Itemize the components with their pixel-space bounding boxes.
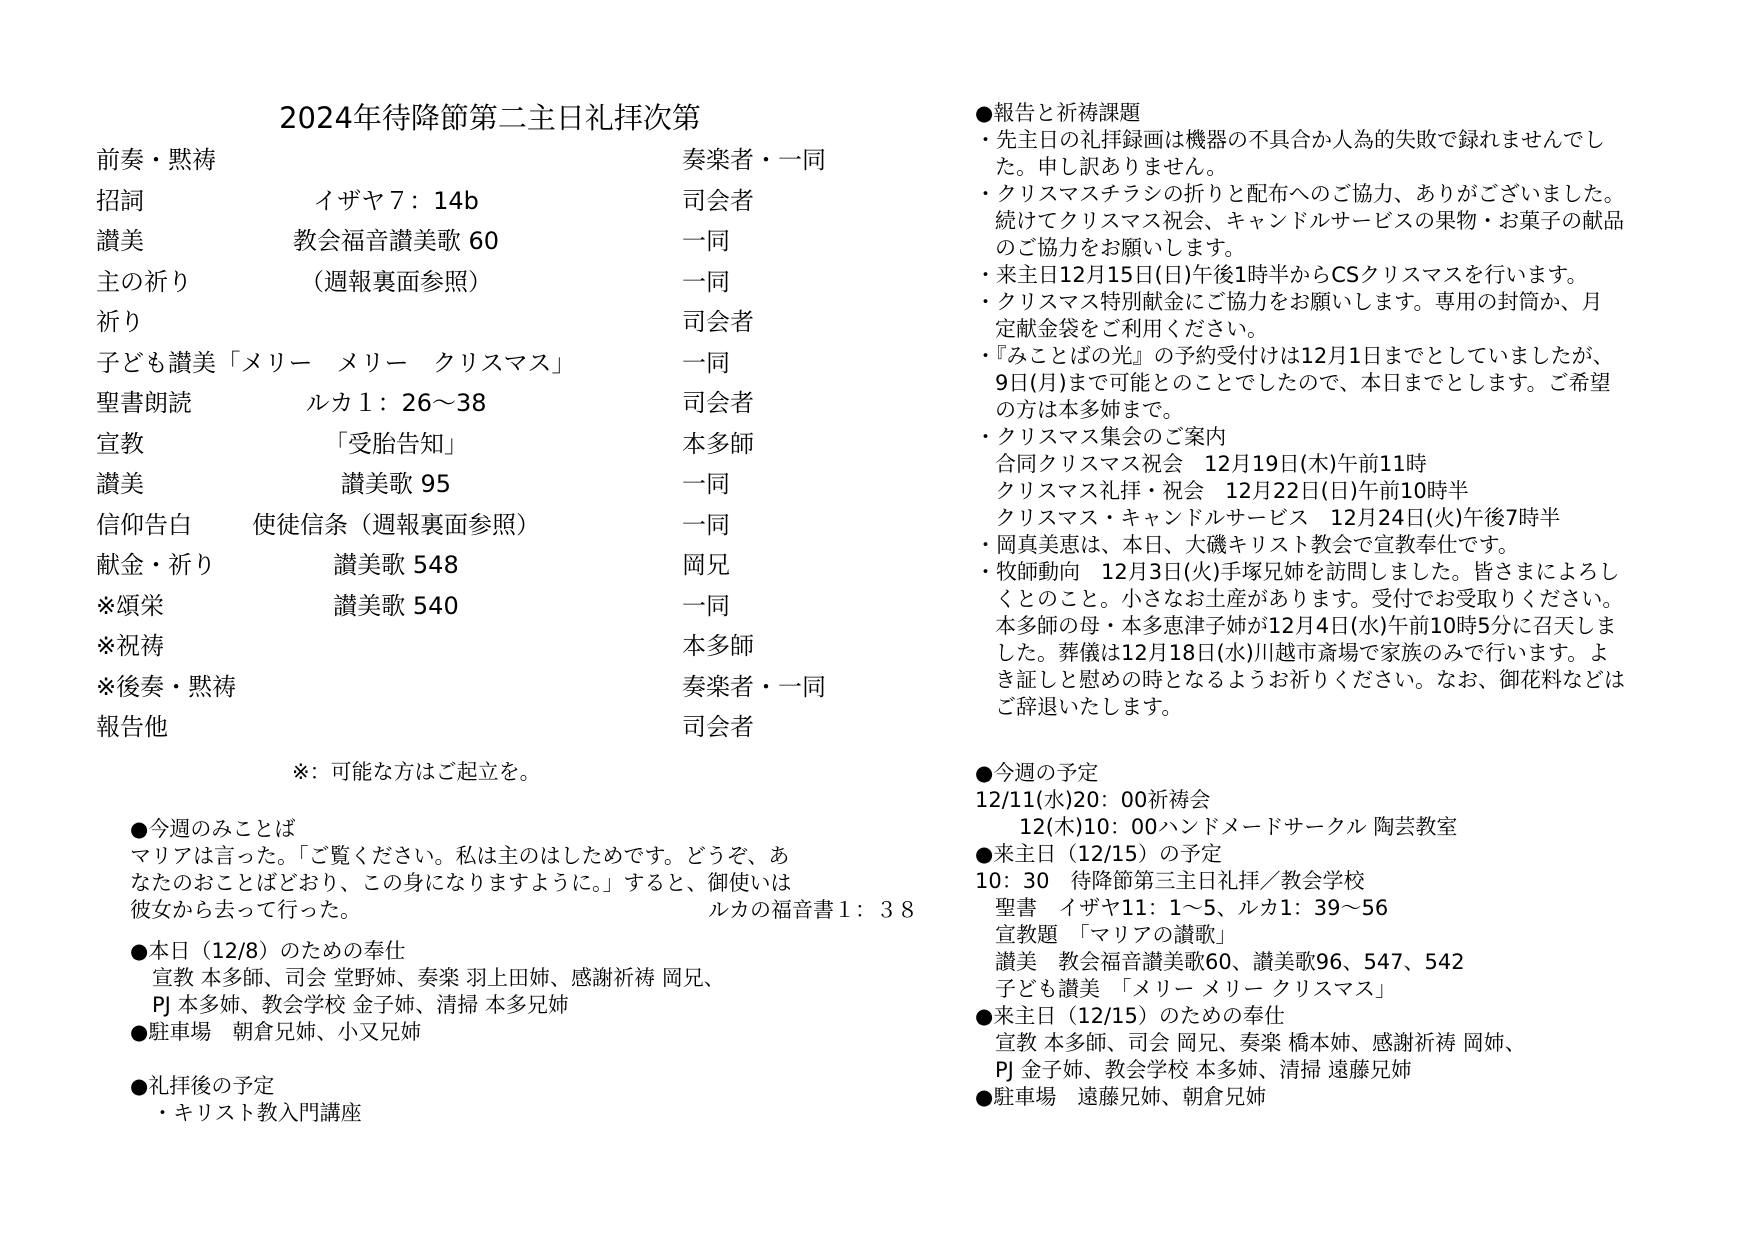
next-sunday-detail: 聖書 イザヤ11：1～5、ルカ1：39～56 — [995, 896, 1389, 920]
next-service-heading: ●来主日（12/15）のための奉仕 — [975, 1004, 1285, 1028]
duty-line: PJ 本多姉、教会学校 金子姉、清掃 本多兄姉 — [152, 993, 569, 1017]
order-leader: 司会者 — [682, 713, 754, 741]
order-row — [96, 185, 856, 226]
order-detail: 讃美歌 540 — [333, 591, 459, 620]
order-leader: 一同 — [682, 227, 730, 255]
order-row — [96, 347, 856, 388]
today-service-heading: ●本日（12/8）のための奉仕 — [130, 939, 406, 963]
order-item: 讃美 — [96, 227, 144, 255]
next-duty-line: 宣教 本多師、司会 岡兄、奏楽 橋本姉、感謝祈祷 岡姉、 — [995, 1031, 1526, 1055]
order-row — [96, 630, 856, 671]
report-item: ・岡真美恵は、本日、大磯キリスト教会で宣教奉仕です。 — [975, 533, 1519, 557]
order-leader: 奏楽者・一同 — [682, 146, 826, 174]
report-item-continued: くとのこと。小さなお土産があります。受付でお受取りください。 — [995, 587, 1624, 611]
report-item-continued: のご協力をお願いします。 — [995, 236, 1246, 260]
order-detail: 教会福音讃美歌 60 — [292, 227, 500, 255]
order-row — [96, 468, 856, 509]
order-leader: 一同 — [682, 348, 730, 377]
verse-reference: ルカの福音書１：３８ — [708, 898, 918, 922]
order-leader: 本多師 — [682, 632, 754, 660]
duty-line: 宣教 本多師、司会 堂野姉、奏楽 羽上田姉、感謝祈祷 岡兄、 — [152, 966, 725, 990]
reports-and-prayer — [975, 100, 1625, 721]
next-sunday-time: 10：30 待降節第三主日礼拝／教会学校 — [975, 869, 1365, 893]
report-item: ・クリスマスチラシの折りと配布へのご協力、ありがございました。 — [975, 182, 1625, 206]
report-item: ・来主日12月15日(日)午後1時半からCSクリスマスを行います。 — [975, 263, 1588, 287]
order-item: 招詞 — [96, 186, 144, 215]
order-row — [96, 225, 856, 266]
order-leader: 一同 — [682, 267, 730, 296]
verse-line: マリアは言った。「ご覧ください。私は主のはしためです。どうぞ、あ — [130, 844, 790, 868]
order-detail: （週報裏面参照） — [300, 267, 492, 296]
report-item-continued: 本多師の母・本多恵津子姉が12月4日(水)午前10時5分に召天しま — [995, 614, 1617, 638]
report-item-continued: クリスマス・キャンドルサービス 12月24日(火)午後7時半 — [995, 506, 1561, 530]
order-item: ※祝祷 — [96, 632, 165, 660]
order-detail: 「受胎告知」 — [324, 429, 468, 458]
order-detail: イザヤ７：14b — [313, 186, 479, 215]
report-item: ・『みことばの光』の予約受付けは12月1日までとしていましたが、 — [975, 344, 1614, 368]
service-title: 2024年待降節第二主日礼拝次第 — [279, 101, 701, 135]
order-detail: 使徒信条（週報裏面参照） — [252, 510, 540, 539]
order-row — [96, 590, 856, 631]
next-duty-line: PJ 金子姉、教会学校 本多姉、清掃 遠藤兄姉 — [995, 1058, 1412, 1082]
report-item-continued: き証しと慰めの時となるようお祈りください。なお、御花料などは — [995, 668, 1625, 692]
order-leader: 一同 — [682, 510, 730, 539]
next-sunday-heading: ●来主日（12/15）の予定 — [975, 842, 1222, 866]
parking-line: ●駐車場 朝倉兄姉、小又兄姉 — [130, 1020, 422, 1044]
order-row — [96, 266, 856, 307]
report-item: ・先主日の礼拝録画は機器の不具合か人為的失敗で録れませんでし — [975, 128, 1605, 152]
order-item: ※頌栄 — [96, 591, 165, 620]
order-detail: 讃美歌 548 — [333, 551, 459, 579]
verse-heading: ●今週のみことば — [130, 817, 296, 841]
report-item: ・クリスマス集会のご案内 — [975, 425, 1227, 449]
order-row — [96, 671, 856, 712]
order-leader: 奏楽者・一同 — [682, 672, 826, 701]
next-sunday-detail: 子ども讃美 「メリー メリー クリスマス」 — [995, 977, 1397, 1001]
report-item-continued: 9日(月)まで可能とのことでしたので、本日までとします。ご希望 — [995, 371, 1611, 395]
report-item-continued: 合同クリスマス祝会 12月19日(木)午前11時 — [995, 452, 1427, 476]
report-item-continued: 定献金袋をご利用ください。 — [995, 317, 1268, 341]
order-row — [96, 387, 856, 428]
next-sunday-detail: 宣教題 「マリアの讃歌」 — [995, 923, 1237, 947]
order-leader: 司会者 — [682, 389, 754, 417]
order-leader: 一同 — [682, 470, 730, 498]
weekly-verse — [130, 816, 918, 924]
verse-line: なたのおことばどおり、この身になりますように。」すると、御使いは — [130, 871, 792, 895]
order-leader: 司会者 — [682, 186, 754, 215]
week-schedule — [975, 760, 1526, 1111]
order-item: 信仰告白 — [96, 510, 192, 539]
order-detail: ルカ１：26～38 — [305, 389, 487, 417]
verse-last-line — [130, 897, 918, 924]
week-schedule-line: 12/11(水)20：00祈祷会 — [975, 788, 1211, 812]
order-item: 献金・祈り — [96, 551, 216, 579]
order-of-service — [96, 144, 856, 752]
order-item: ※後奏・黙祷 — [96, 672, 237, 701]
report-item: ・クリスマス特別献金にご協力をお願いします。専用の封筒か、月 — [975, 290, 1603, 314]
standing-note: ※：可能な方はご起立を。 — [292, 760, 541, 784]
after-service-schedule — [130, 1073, 362, 1127]
order-item: 宣教 — [96, 429, 144, 458]
today-service-duties — [130, 938, 725, 1046]
order-item: 聖書朗読 — [96, 389, 192, 417]
week-schedule-heading: ●今週の予定 — [975, 761, 1099, 785]
order-row — [96, 306, 856, 347]
order-item: 報告他 — [96, 713, 168, 741]
report-item-continued: の方は本多姉まで。 — [995, 398, 1184, 422]
order-item: 前奏・黙祷 — [96, 146, 216, 174]
next-parking-line: ●駐車場 遠藤兄姉、朝倉兄姉 — [975, 1085, 1267, 1109]
order-leader: 司会者 — [682, 308, 754, 336]
order-leader: 本多師 — [682, 429, 754, 458]
order-detail: 讃美歌 95 — [340, 470, 452, 498]
order-row — [96, 144, 856, 185]
reports-heading: ●報告と祈祷課題 — [975, 101, 1141, 125]
order-item: 祈り — [96, 308, 144, 336]
order-row — [96, 509, 856, 550]
order-detail: 「メリー メリー クリスマス」 — [216, 348, 576, 377]
report-item-continued: た。申し訳ありません。 — [995, 155, 1228, 179]
order-row — [96, 711, 856, 752]
order-item: 子ども讃美 — [96, 348, 216, 377]
verse-line: 彼女から去って行った。 — [130, 898, 361, 922]
order-row — [96, 549, 856, 590]
report-item: ・牧師動向 12月3日(火)手塚兄姉を訪問しました。皆さまによろし — [975, 560, 1620, 584]
after-service-heading: ●礼拝後の予定 — [130, 1074, 275, 1098]
next-sunday-detail: 讃美 教会福音讃美歌60、讃美歌96、547、542 — [995, 950, 1465, 974]
order-item: 讃美 — [96, 470, 144, 498]
order-item: 主の祈り — [96, 267, 192, 296]
order-leader: 一同 — [682, 591, 730, 620]
report-item-continued: 続けてクリスマス祝会、キャンドルサービスの果物・お菓子の献品 — [995, 209, 1625, 233]
report-item-continued: クリスマス礼拝・祝会 12月22日(日)午前10時半 — [995, 479, 1469, 503]
report-item-continued: した。葬儀は12月18日(水)川越市斎場で家族のみで行います。よ — [995, 641, 1610, 665]
order-leader: 岡兄 — [682, 551, 730, 579]
report-item-continued: ご辞退いたします。 — [995, 695, 1183, 719]
week-schedule-line: 12(木)10：00ハンドメードサークル 陶芸教室 — [1019, 815, 1458, 839]
after-service-item: ・キリスト教入門講座 — [152, 1101, 362, 1125]
order-row — [96, 428, 856, 469]
